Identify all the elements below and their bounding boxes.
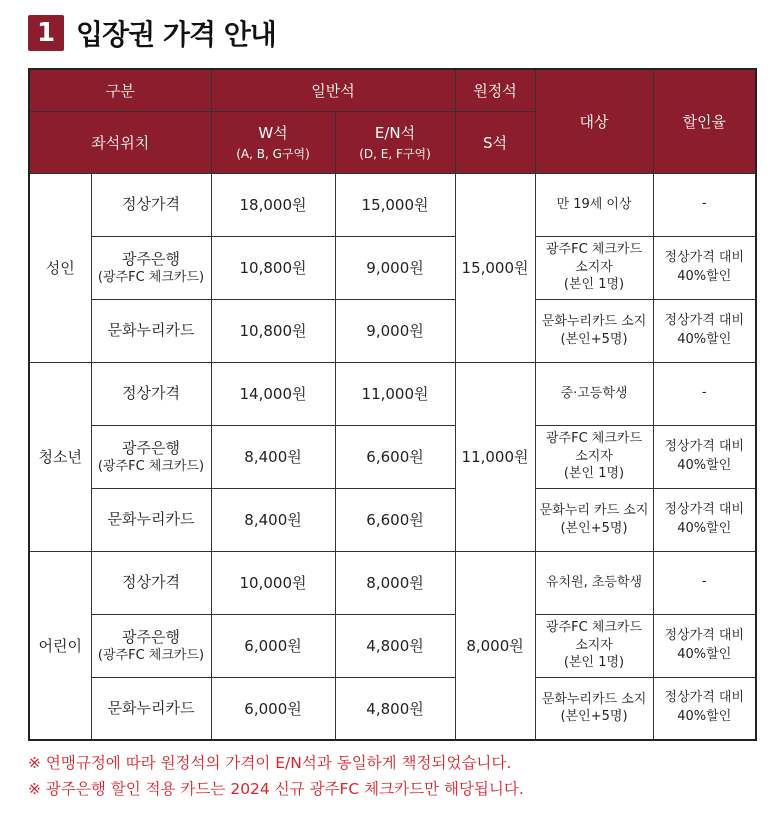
discount-line: 정상가격 대비 bbox=[664, 438, 745, 454]
target-cell bbox=[535, 425, 653, 488]
discount-cell bbox=[653, 299, 756, 362]
en-seat-label: E/N석 bbox=[374, 124, 416, 142]
price-type-cell bbox=[91, 362, 211, 425]
section-title bbox=[28, 14, 276, 52]
discount-cell bbox=[653, 173, 756, 236]
discount-cell bbox=[653, 551, 756, 614]
price-type: 문화누리카드 bbox=[107, 510, 195, 529]
table-row bbox=[29, 425, 756, 488]
price-type-cell bbox=[91, 425, 211, 488]
target-line: 광주FC 체크카드 bbox=[546, 620, 643, 636]
header-category: 구분 bbox=[29, 69, 211, 111]
target-line: 광주FC 체크카드 bbox=[546, 431, 643, 447]
price-type: 광주은행 bbox=[122, 249, 180, 268]
table-row bbox=[29, 614, 756, 677]
discount-line: 40%할인 bbox=[677, 457, 732, 473]
target-line: 소지자 bbox=[575, 637, 613, 653]
en-seat-price: 8,000원 bbox=[335, 551, 455, 614]
target-line: (본인+5명) bbox=[560, 520, 628, 536]
target-line: 광주FC 체크카드 bbox=[546, 242, 643, 258]
en-seat-price: 9,000원 bbox=[335, 236, 455, 299]
discount-cell bbox=[653, 425, 756, 488]
discount-line: 정상가격 대비 bbox=[664, 690, 745, 706]
group-name: 어린이 bbox=[29, 551, 91, 740]
table-row bbox=[29, 236, 756, 299]
w-seat-price: 6,000원 bbox=[211, 677, 335, 740]
en-seat-price: 6,600원 bbox=[335, 425, 455, 488]
header-general-seat: 일반석 bbox=[211, 69, 455, 111]
discount-line: 40%할인 bbox=[677, 646, 732, 662]
discount-line: 40%할인 bbox=[677, 520, 732, 536]
discount-cell bbox=[653, 362, 756, 425]
w-seat-price: 8,400원 bbox=[211, 488, 335, 551]
discount-line: - bbox=[701, 385, 707, 401]
target-cell bbox=[535, 551, 653, 614]
target-line: 유치원, 초등학생 bbox=[545, 574, 643, 590]
target-line: 문화누리카드 소지 bbox=[541, 313, 647, 329]
price-type: 광주은행 bbox=[122, 627, 180, 646]
price-type-cell bbox=[91, 677, 211, 740]
w-seat-price: 18,000원 bbox=[211, 173, 335, 236]
price-type: 광주은행 bbox=[122, 438, 180, 457]
target-cell bbox=[535, 236, 653, 299]
w-seat-price: 14,000원 bbox=[211, 362, 335, 425]
notes bbox=[28, 750, 524, 802]
w-seat-price: 10,800원 bbox=[211, 236, 335, 299]
target-line: (본인+5명) bbox=[560, 709, 628, 725]
w-seat-price: 8,400원 bbox=[211, 425, 335, 488]
discount-line: 40%할인 bbox=[677, 331, 732, 347]
header-en-seat bbox=[335, 111, 455, 173]
table-row bbox=[29, 173, 756, 236]
target-cell bbox=[535, 362, 653, 425]
target-line: 소지자 bbox=[575, 259, 613, 275]
discount-line: 정상가격 대비 bbox=[664, 312, 745, 328]
en-seat-price: 11,000원 bbox=[335, 362, 455, 425]
discount-cell bbox=[653, 614, 756, 677]
price-type-sub: (광주FC 체크카드) bbox=[97, 458, 205, 474]
discount-line: 40%할인 bbox=[677, 268, 732, 284]
header-s-seat: S석 bbox=[455, 111, 535, 173]
header-w-seat bbox=[211, 111, 335, 173]
target-line: (본인 1명) bbox=[563, 277, 625, 293]
discount-line: 40%할인 bbox=[677, 709, 732, 725]
discount-cell bbox=[653, 677, 756, 740]
price-type-sub: (광주FC 체크카드) bbox=[97, 647, 205, 663]
price-type: 정상가격 bbox=[122, 195, 180, 214]
en-seat-price: 9,000원 bbox=[335, 299, 455, 362]
price-type: 정상가격 bbox=[122, 384, 180, 403]
table-row bbox=[29, 488, 756, 551]
w-seat-price: 10,000원 bbox=[211, 551, 335, 614]
target-line: 만 19세 이상 bbox=[556, 196, 632, 212]
price-type-cell bbox=[91, 173, 211, 236]
target-line: 소지자 bbox=[575, 448, 613, 464]
header-away-seat: 원정석 bbox=[455, 69, 535, 111]
target-cell bbox=[535, 488, 653, 551]
note-line: ※ 연맹규정에 따라 원정석의 가격이 E/N석과 동일하게 책정되었습니다. bbox=[28, 754, 512, 772]
group-name: 성인 bbox=[29, 173, 91, 362]
table-row bbox=[29, 362, 756, 425]
header-seat-location: 좌석위치 bbox=[29, 111, 211, 173]
en-seat-price: 6,600원 bbox=[335, 488, 455, 551]
price-type-cell bbox=[91, 614, 211, 677]
price-type-cell bbox=[91, 551, 211, 614]
away-seat-price: 11,000원 bbox=[455, 362, 535, 551]
target-line: 중·고등학생 bbox=[560, 385, 628, 401]
price-type-cell bbox=[91, 299, 211, 362]
target-line: (본인 1명) bbox=[563, 655, 625, 671]
price-type: 문화누리카드 bbox=[107, 321, 195, 340]
target-line: 문화누리 카드 소지 bbox=[539, 502, 649, 518]
discount-line: 정상가격 대비 bbox=[664, 627, 745, 643]
target-line: (본인 1명) bbox=[563, 466, 625, 482]
group-name: 청소년 bbox=[29, 362, 91, 551]
w-seat-price: 6,000원 bbox=[211, 614, 335, 677]
away-seat-price: 8,000원 bbox=[455, 551, 535, 740]
w-seat-label: W석 bbox=[258, 124, 288, 142]
en-seat-zones: (D, E, F구역) bbox=[359, 147, 431, 161]
price-type-sub: (광주FC 체크카드) bbox=[97, 269, 205, 285]
discount-line: 정상가격 대비 bbox=[664, 249, 745, 265]
header-discount: 할인율 bbox=[653, 69, 756, 173]
table-row bbox=[29, 551, 756, 614]
price-type-cell bbox=[91, 236, 211, 299]
discount-line: 정상가격 대비 bbox=[664, 501, 745, 517]
discount-line: - bbox=[701, 196, 707, 212]
target-cell bbox=[535, 677, 653, 740]
header-target: 대상 bbox=[535, 69, 653, 173]
note-line: ※ 광주은행 할인 적용 카드는 2024 신규 광주FC 체크카드만 해당됩니다. bbox=[28, 780, 524, 798]
price-type-cell bbox=[91, 488, 211, 551]
away-seat-price: 15,000원 bbox=[455, 173, 535, 362]
table-row bbox=[29, 677, 756, 740]
w-seat-price: 10,800원 bbox=[211, 299, 335, 362]
price-type: 정상가격 bbox=[122, 573, 180, 592]
section-number-badge: 1 bbox=[28, 15, 64, 51]
target-cell bbox=[535, 173, 653, 236]
target-cell bbox=[535, 614, 653, 677]
ticket-price-table bbox=[28, 68, 757, 741]
discount-cell bbox=[653, 488, 756, 551]
en-seat-price: 15,000원 bbox=[335, 173, 455, 236]
en-seat-price: 4,800원 bbox=[335, 677, 455, 740]
table-row bbox=[29, 299, 756, 362]
discount-line: - bbox=[701, 574, 707, 590]
w-seat-zones: (A, B, G구역) bbox=[236, 147, 310, 161]
discount-cell bbox=[653, 236, 756, 299]
target-cell bbox=[535, 299, 653, 362]
page-title: 입장권 가격 안내 bbox=[76, 18, 276, 51]
target-line: 문화누리카드 소지 bbox=[541, 691, 647, 707]
target-line: (본인+5명) bbox=[560, 331, 628, 347]
en-seat-price: 4,800원 bbox=[335, 614, 455, 677]
price-type: 문화누리카드 bbox=[107, 699, 195, 718]
